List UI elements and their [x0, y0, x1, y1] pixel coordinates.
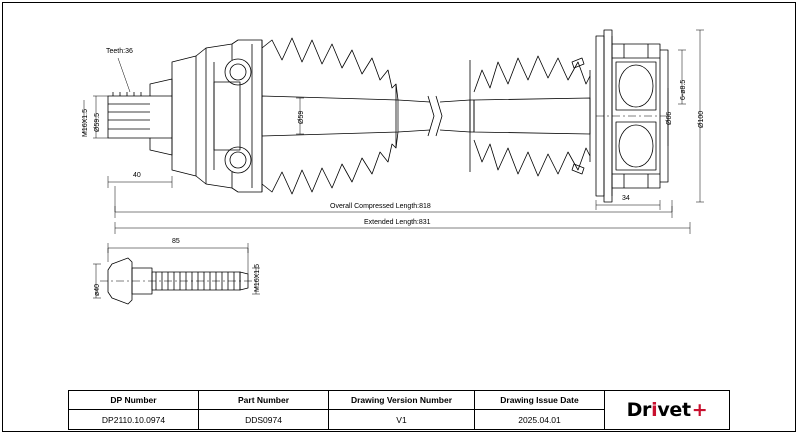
header-issue-date: Drawing Issue Date [475, 391, 604, 410]
title-block [68, 390, 730, 430]
annotation-thread-m16-bolt: M16X1.5 [254, 263, 261, 292]
annotation-dia-100: Ø100 [698, 110, 705, 128]
annotation-dia-40: ø40 [94, 283, 101, 296]
logo-text-part4: t [682, 399, 691, 421]
annotation-thread-m16: M16X1.5 [82, 108, 89, 137]
logo-text-part2: i [651, 399, 658, 421]
logo-plus-icon: + [691, 399, 708, 421]
value-drawing-version: V1 [396, 414, 407, 425]
brand-logo [627, 391, 708, 429]
title-block-column-part-number [199, 391, 329, 429]
header-drawing-version: Drawing Version Number [329, 391, 474, 410]
title-block-column-dp-number [69, 391, 199, 429]
annotation-overall-length: Overall Compressed Length:818 [330, 203, 431, 210]
annotation-holes-6x85: 6-ø8.5 [680, 79, 687, 100]
value-issue-date: 2025.04.01 [518, 414, 561, 425]
logo-text-part1: Dr [626, 399, 652, 421]
value-dp-number: DP2110.10.0974 [101, 414, 166, 425]
annotation-dim-85: 85 [172, 238, 180, 245]
title-block-column-logo [605, 391, 729, 429]
annotation-teeth: Teeth:36 [106, 48, 133, 55]
header-dp-number: DP Number [69, 391, 198, 410]
header-part-number: Part Number [199, 391, 328, 410]
annotation-dia-66: Ø66 [666, 111, 673, 125]
annotation-extended-length: Extended Length:831 [364, 219, 431, 226]
annotation-dim-40: 40 [133, 172, 141, 179]
value-part-number: DDS0974 [245, 414, 282, 425]
annotation-dim-34: 34 [622, 195, 630, 202]
logo-text-part3: ve [657, 399, 682, 421]
annotation-dia-59-5: Ø59.5 [94, 112, 101, 132]
title-block-column-issue-date [475, 391, 605, 429]
annotation-dia-59: Ø59 [298, 110, 305, 124]
title-block-column-drawing-version [329, 391, 475, 429]
